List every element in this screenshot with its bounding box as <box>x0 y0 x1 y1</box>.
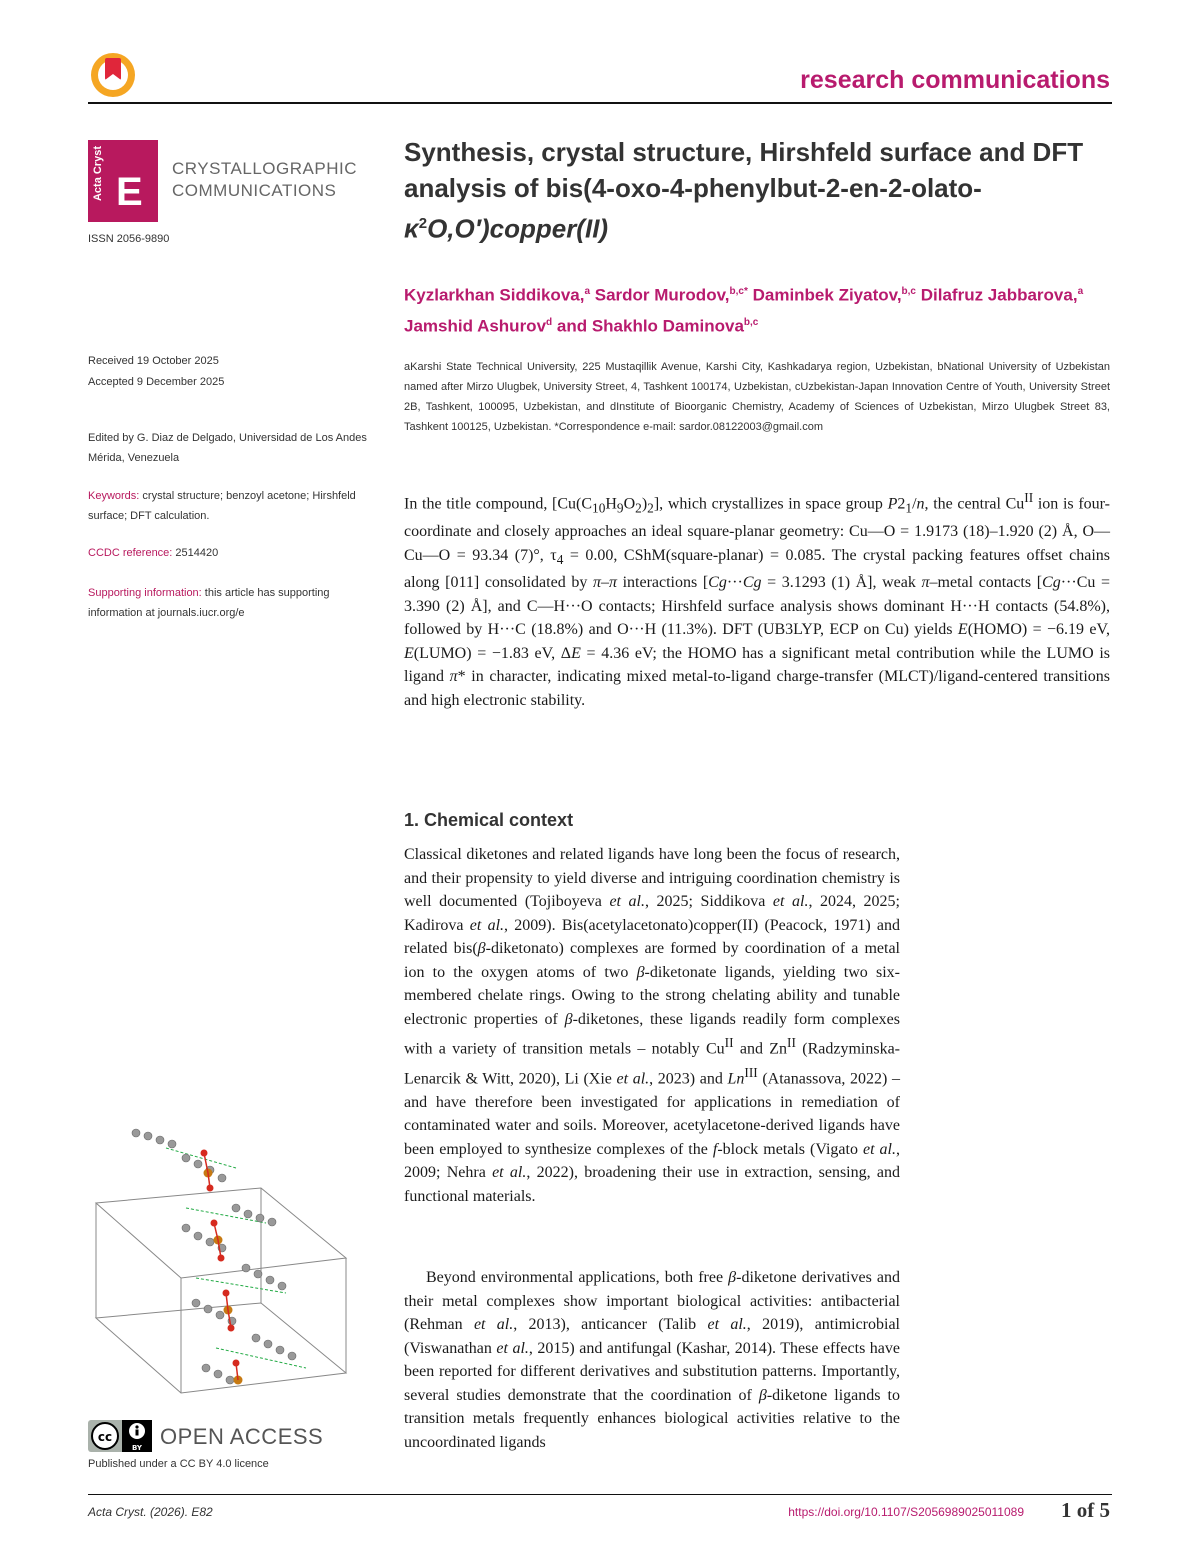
article-title: Synthesis, crystal structure, Hirshfeld surface and DFT analysis of bis(4-oxo-4-phenylbut-2-en-2-olato- $\kappa^2O,O')copper(II)$ <box>404 137 1084 244</box>
cc-by-icon <box>88 1420 152 1452</box>
svg-text:cc: cc <box>97 1430 113 1444</box>
open-access-label: OPEN ACCESS <box>160 1424 324 1449</box>
body-paragraph-1: Classical diketones and related ligands have long been the focus of research, and their propensity to yield diverse and intriguing coordination chemistry is well documented (Tojiboyeva et al., 2025; Siddikova et al., 2024, 2025; Kadirova et al., 2009). Bis(acetylacetonato)copper(II) (Peacock, 1971) and related bis(β-diketonato) complexes are formed by coordination of a metal ion to the oxygen atoms of two β-diketonate ligands, yielding two six-membered chelate rings. Owing to the strong chelating ability and tunable electronic properties of β-diketones, these ligands readily form complexes with a variety of transition metals – notably $Cu^{II}$ and $Zn^{II}$ (Radzyminska-Lenarcik & Witt, 2020), Li (Xie et al., 2023) and $Ln^{III}$ (Atanassova, 2022) – and have therefore been investigated for applications in remediation of contaminated water and soils. Moreover, acetylacetone-derived ligands have been employed to synthesize complexes of the f-block metals (Vigato et al., 2009; Nehra et al., 2022), broadening their use in extraction, sensing, and functional materials. <box>404 846 901 1205</box>
issn: ISSN 2056-9890 <box>88 233 170 245</box>
supporting-link[interactable]: this article has supporting information at journals.iucr.org/e <box>88 587 330 619</box>
bottom-rule <box>88 1494 1112 1495</box>
ccdc-value: 2514420 <box>175 547 219 559</box>
open-access-logo-icon <box>88 50 138 100</box>
keywords-label: Keywords: <box>88 490 140 502</box>
author-list: Kyzlarkhan Siddikova,$^a$ Sardor Murodov,$^{b,c*}$ Daminbek Ziyatov,$^{b,c}$ Dilafruz Jabbarova,$^a$ Jamshid Ashurov$^d$ and Shakhlo Daminova$^{b,c}$ <box>404 285 1084 336</box>
doi-link[interactable]: https://doi.org/10.1107/S2056989025011089 <box>788 1505 1024 1519</box>
svg-text:BY: BY <box>131 1444 143 1452</box>
keywords <box>88 486 378 526</box>
journal-section-heading: research communications <box>800 66 1110 94</box>
section-heading: 1. Chemical context <box>404 810 574 830</box>
abstract: In the title compound, $[Cu(C_{10}H_9O_2)_2]$, which crystallizes in space group $P2_1/n$, the central $Cu^{II}$ ion is four-coordinate and closely approaches an ideal square-planar geometry: Cu—O = 1.9173 (18)–1.920 (2) Å, O—Cu—O = 93.34 (7)°, $\tau_4 = 0.00$, CShM(square-planar) = 0.085. The crystal packing features offset chains along [011] consolidated by π–π interactions [Cg···Cg = 3.1293 (1) Å], weak π–metal contacts [Cg···Cu = 3.390 (2) Å], and C—H···O contacts; Hirshfeld surface analysis shows dominant H···H contacts (54.8%), followed by H···C (18.8%) and O···H (11.3%). DFT (UB3LYP, ECP on Cu) yields E(HOMO) = −6.19 eV, E(LUMO) = −1.83 eV, ΔE = 4.36 eV; the HOMO has a significant metal contribution while the LUMO is ligand π* in character, indicating mixed metal-to-ligand charge-transfer (MLCT)/ligand-centered transitions and high electronic stability. <box>404 490 1111 709</box>
page-number: 1 of 5 <box>1061 1498 1110 1522</box>
acta-cryst-e-logo <box>88 140 158 222</box>
licence-statement: Published under a CC BY 4.0 licence <box>88 1458 269 1470</box>
citation: Acta Cryst. (2026). E82 <box>88 1505 213 1519</box>
supporting-label: Supporting information: <box>88 587 202 599</box>
journal-name: CRYSTALLOGRAPHIC COMMUNICATIONS <box>172 159 357 200</box>
acta-label: Acta Cryst <box>92 146 104 202</box>
acta-letter: E <box>116 170 143 214</box>
ccdc-label: CCDC reference: <box>88 547 173 559</box>
ccdc-reference <box>88 543 378 563</box>
top-rule <box>88 102 1112 104</box>
keywords-text: crystal structure; benzoyl acetone; Hirshfeld surface; DFT calculation. <box>88 490 356 522</box>
crystal-packing-figure <box>86 1118 376 1398</box>
accepted-date: Accepted 9 December 2025 <box>88 376 225 388</box>
received-date: Received 19 October 2025 <box>88 355 219 367</box>
affiliations: aKarshi State Technical University, 225 Mustaqillik Avenue, Karshi City, Kashkadarya region, Uzbekistan, bNational University of Uzbekistan named after Mirzo Ulugbek, University Street, 4, Tashkent 100174, Uzbekistan, cUzbekistan-Japan Innovation Centre of Youth, University Street 2B, Tashkent, 100095, Uzbekistan, and dInstitute of Bioorganic Chemistry, Academy of Sciences of Uzbekistan, Mirzo Ulugbek Street 83, Tashkent 100125, Uzbekistan. *Correspondence e-mail: sardor.08122003@gmail.com <box>404 361 1110 433</box>
supporting-information <box>88 583 378 623</box>
edited-by: Edited by G. Diaz de Delgado, Universidad de Los Andes Mérida, Venezuela <box>88 432 367 464</box>
body-paragraph-2: Beyond environmental applications, both free β-diketone derivatives and their metal complexes show important biological activities: antibacterial (Rehman et al., 2013), anticancer (Talib et al., 2019), antimicrobial (Viswanathan et al., 2015) and antifungal (Kashar, 2014). These effects have been reported for different derivatives and substitution patterns. Importantly, several studies demonstrate that the coordination of β-diketone ligands to transition metals frequently enhances biological activities relative to the uncoordinated ligands <box>404 1269 901 1451</box>
